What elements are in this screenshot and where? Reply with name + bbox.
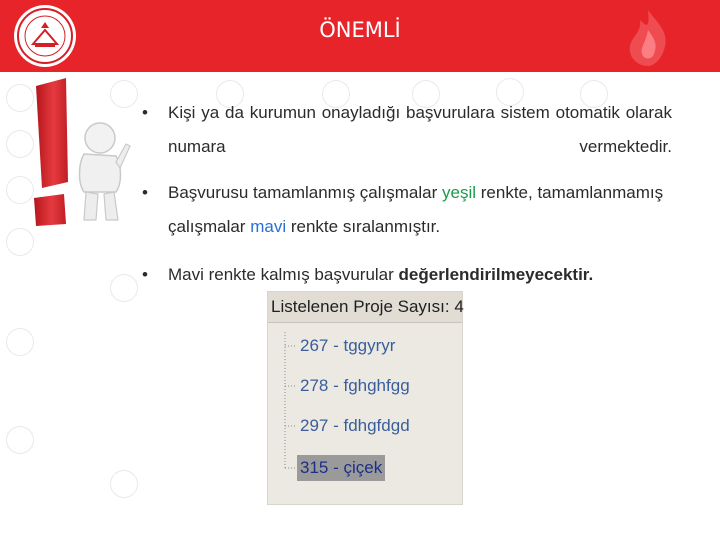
green-highlight-text: yeşil (442, 183, 477, 202)
project-tree-panel (267, 291, 463, 505)
bullet-marker: • (142, 183, 148, 202)
watermark-seal-icon (105, 269, 143, 307)
bullet-marker: • (142, 265, 148, 284)
bullet-text: renkte, tamamlanmamış çalışmalar (168, 183, 664, 236)
bullet-text: Mavi renkte kalmış başvurular (168, 265, 394, 284)
bullet-item (140, 258, 672, 292)
tree-item[interactable]: 297 - fdhgfdgd (300, 416, 410, 435)
watermark-seal-icon (1, 421, 39, 459)
bullet-item (140, 96, 672, 164)
bullet-text: renkte sıralanmıştır. (290, 217, 441, 236)
bold-emphasis-text: değerlendirilmeyecektir. (398, 265, 594, 284)
torch-flame-icon (618, 6, 678, 70)
page-title: ÖNEMLİ (319, 18, 401, 42)
watermark-seal-icon (105, 465, 143, 503)
bullet-item (140, 176, 672, 244)
tree-item[interactable]: 267 - tggyryr (300, 336, 396, 355)
title-bar (0, 0, 720, 72)
tree-title: Listelenen Proje Sayısı: 4 (271, 297, 464, 316)
tree-item-selected[interactable]: 315 - çiçek (297, 455, 385, 481)
blue-highlight-text: mavi (250, 217, 287, 236)
watermark-seal-icon (1, 323, 39, 361)
bullet-marker: • (142, 103, 148, 122)
bullet-text: Başvurusu tamamlanmış çalışmalar (168, 183, 438, 202)
exclamation-figure-icon (26, 74, 136, 234)
bullet-list (140, 96, 672, 292)
bullet-text: Kişi ya da kurumun onayladığı başvurulara sistem otomatik olarak numara vermektedir. (168, 103, 672, 156)
tree-item[interactable]: 278 - fghghfgg (300, 376, 410, 395)
